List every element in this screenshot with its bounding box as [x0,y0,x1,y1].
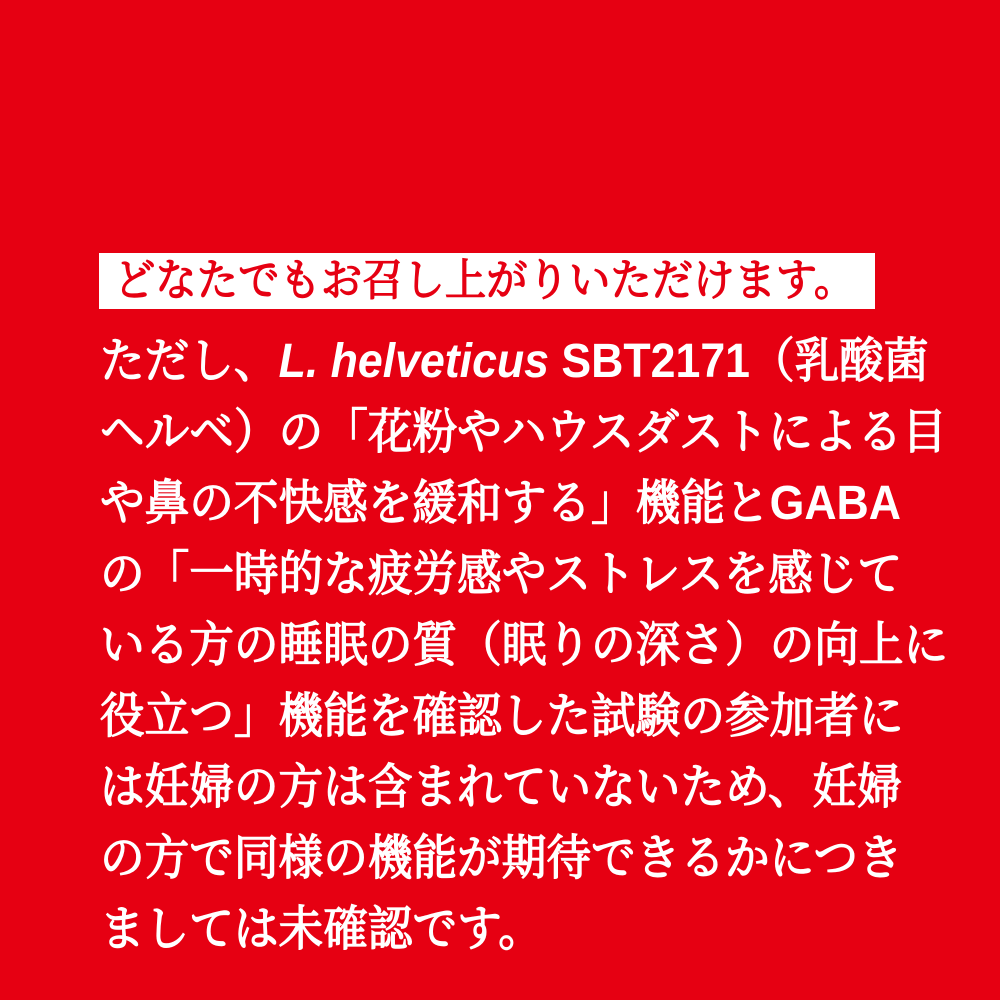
body-line-1 [100,326,937,397]
body-line-5: いる方の睡眠の質（眠りの深さ）の向上に [100,619,949,672]
body-line-2: ヘルベ）の「花粉やハウスダストによる目 [100,406,947,459]
body-line-3: や鼻の不快感を緩和する」機能とGABA [100,477,902,530]
body-line-8: の方で同様の機能が期待できるかにつき [100,832,903,885]
body-line-6: 役立つ」機能を確認した試験の参加者に [100,690,904,743]
disclaimer-paragraph [100,326,949,965]
body-line-7: は妊婦の方は含まれていないため、妊婦 [100,761,902,814]
body-line-9: ましては未確認です。 [100,903,543,956]
headline-banner [99,253,875,309]
body-line-1-post: SBT2171（乳酸菌 [548,335,929,388]
body-line-4: の「一時的な疲労感やストレスを感じて [100,548,903,601]
headline-text: どなたでもお召し上がりいただけます。 [114,256,856,305]
body-line-1-pre: ただし、 [100,335,279,388]
strain-name-italic: L. helveticus [278,335,549,388]
